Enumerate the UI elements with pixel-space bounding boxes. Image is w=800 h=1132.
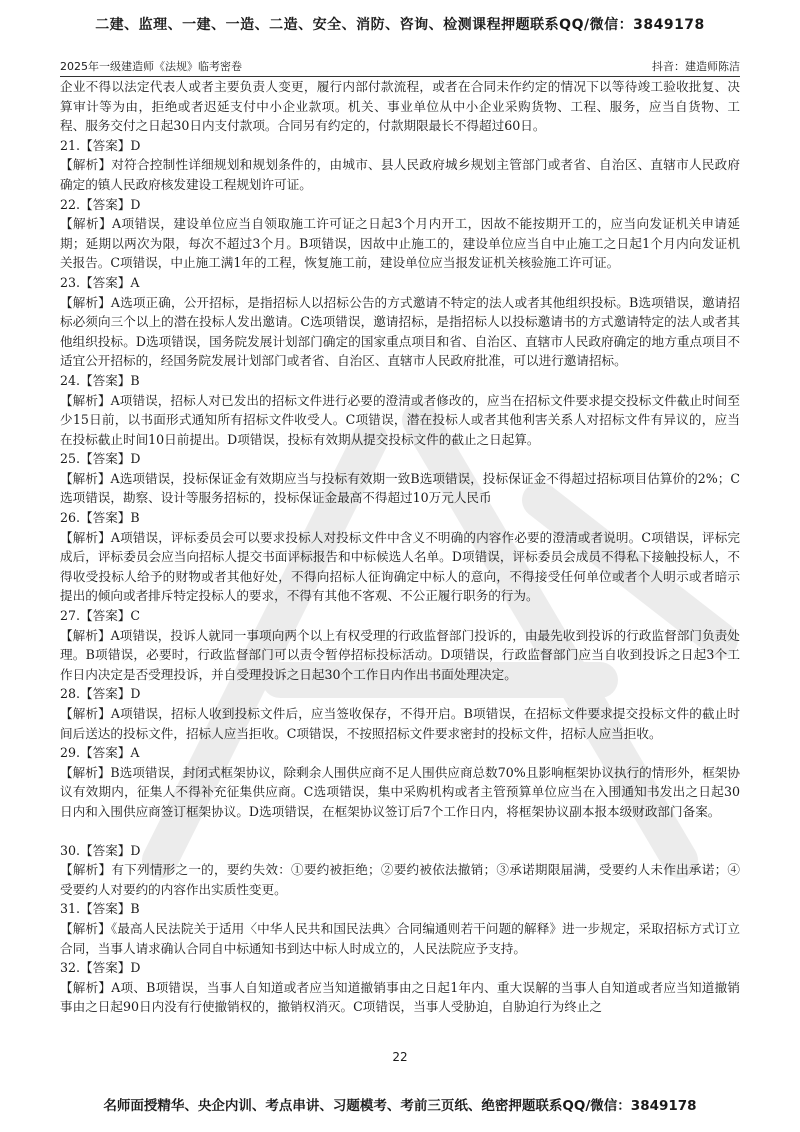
explanation: 【解析】A项错误，招标人对已发出的招标文件进行必要的澄清或者修改的，应当在招标文件要求提交投标文件截止时间至少15日前，以书面形式通知所有招标文件收受人。C项错误，潜在投标人或者其他利害关系人对招标文件有异议的，应当在投标截止时间10日前提出。D项错误，投标有效期从提交投标文件的截止之日起算。 [60, 392, 740, 447]
top-promo-banner: 二建、监理、一建、一造、二造、安全、消防、咨询、检测课程押题联系QQ/微信：3849178 [95, 17, 705, 33]
answer-line: 22.【答案】D [60, 196, 141, 212]
answer-line: 23.【答案】A [60, 274, 140, 290]
answer-line: 21.【答案】D [60, 137, 141, 153]
explanation: 【解析】A项错误，招标人收到投标文件后，应当签收保存，不得开启。B项错误，在招标文件要求提交投标文件的截止时间后送达的投标文件，招标人应当拒收。C项错误，不按照招标文件要求密封的投标文件，招标人应当拒收。 [60, 706, 740, 741]
bottom-promo-banner: 名师面授精华、央企内训、考点串讲、习题模考、考前三页纸、绝密押题联系QQ/微信：3849178 [103, 1098, 697, 1114]
answer-line: 24.【答案】B [60, 372, 140, 388]
explanation: 【解析】A选项正确，公开招标，是指招标人以招标公告的方式邀请不特定的法人或者其他组织投标。B选项错误，邀请招标必须向三个以上的潜在投标人发出邀请。C选项错误，邀请招标，是指招标人以投标邀请书的方式邀请特定的法人或者其他组织投标。D选项错误，国务院发展计划部门确定的国家重点项目和省、自治区、直辖市人民政府确定的地方重点项目不适宜公开招标的，经国务院发展计划部门或者省、自治区、直辖市人民政府批准，可以进行邀请招标。 [60, 294, 740, 369]
explanation: 【解析】对符合控制性详细规划和规划条件的，由城市、县人民政府城乡规划主管部门或者省、自治区、直辖市人民政府确定的镇人民政府核发建设工程规划许可证。 [60, 157, 740, 192]
author-handle: 抖音：建造师陈洁 [652, 60, 740, 73]
document-body [60, 77, 740, 1017]
answer-line: 26.【答案】B [60, 510, 140, 526]
explanation: 【解析】有下列情形之一的，要约失效：①要约被拒绝；②要约被依法撤销；③承诺期限届满，受要约人未作出承诺；④受要约人对要约的内容作出实质性变更。 [60, 862, 740, 897]
explanation: 【解析】A选项错误，投标保证金有效期应当与投标有效期一致B选项错误，投标保证金不得超过招标项目估算价的2%；C选项错误，勘察、设计等服务招标的，投标保证金最高不得超过10万元人民币 [60, 470, 740, 506]
paragraph: 企业不得以法定代表人或者主要负责人变更，履行内部付款流程，或者在合同未作约定的情况下以等待竣工验收批复、决算审计等为由，拒绝或者迟延支付中小企业款项。机关、事业单位从中小企业采购货物、工程、服务，应当自货物、工程、服务交付之日起30日内支付款项。合同另有约定的，付款期限最长不得超过60日。 [60, 79, 740, 134]
answer-line: 31.【答案】B [60, 901, 140, 917]
answer-line: 27.【答案】C [60, 608, 141, 624]
explanation: 【解析】《最高人民法院关于适用〈中华人民共和国民法典〉合同编通则若干问题的解释》进一步规定，采取招标方式订立合同，当事人请求确认合同自中标通知书到达中标人时成立的，人民法院应予支持。 [60, 920, 740, 956]
answer-line: 30.【答案】D [60, 842, 141, 858]
document-title: 2025年一级建造师《法规》临考密卷 [60, 60, 242, 73]
answer-line: 29.【答案】A [60, 745, 140, 761]
page-header [60, 58, 740, 77]
answer-line: 32.【答案】D [60, 960, 141, 976]
blank-line [60, 822, 740, 841]
explanation: 【解析】A项错误，评标委员会可以要求投标人对投标文件中含义不明确的内容作必要的澄清或者说明。C项错误，评标完成后，评标委员会应当向招标人提交书面评标报告和中标候选人名单。D项错误，评标委员会成员不得私下接触投标人，不得收受投标人给予的财物或者其他好处，不得向招标人征询确定中标人的意向，不得接受任何单位或者个人明示或者暗示提出的倾向或者排斥特定投标人的要求，不得有其他不客观、不公正履行职务的行为。 [60, 529, 740, 604]
explanation: 【解析】B选项错误，封闭式框架协议，除剩余人围供应商不足人围供应商总数70%且影响框架协议执行的情形外，框架协议有效期内，征集人不得补充征集供应商。C选项错误，集中采购机构或者主管预算单位应当在入围通知书发出之日起30日内和入围供应商签订框架协议。D选项错误，在框架协议签订后7个工作日内，将框架协议副本报本级财政部门备案。 [60, 764, 740, 819]
explanation: 【解析】A项错误，投诉人就同一事项向两个以上有权受理的行政监督部门投诉的，由最先收到投诉的行政监督部门负责处理。B项错误，必要时，行政监督部门可以责令暂停招标投标活动。D项错误，行政监督部门应当自收到投诉之日起3个工作日内决定是否受理投诉，并自受理投诉之日起30个工作日内作出书面处理决定。 [60, 627, 740, 682]
answer-line: 25.【答案】D [60, 451, 141, 467]
explanation: 【解析】A项、B项错误，当事人自知道或者应当知道撤销事由之日起1年内、重大误解的当事人自知道或者应当知道撤销事由之日起90日内没有行使撤销权的，撤销权消灭。C项错误，当事人受胁迫，自胁迫行为终止之 [60, 979, 740, 1015]
explanation: 【解析】A项错误，建设单位应当自领取施工许可证之日起3个月内开工，因故不能按期开工的，应当向发证机关申请延期；延期以两次为限，每次不超过3个月。B项错误，因故中止施工的，建设单位应当自中止施工之日起1个月内向发证机关报告。C项错误，中止施工满1年的工程，恢复施工前，建设单位应当报发证机关核验施工许可证。 [60, 216, 740, 271]
answer-line: 28.【答案】D [60, 686, 141, 702]
page-number: 22 [392, 1050, 408, 1064]
